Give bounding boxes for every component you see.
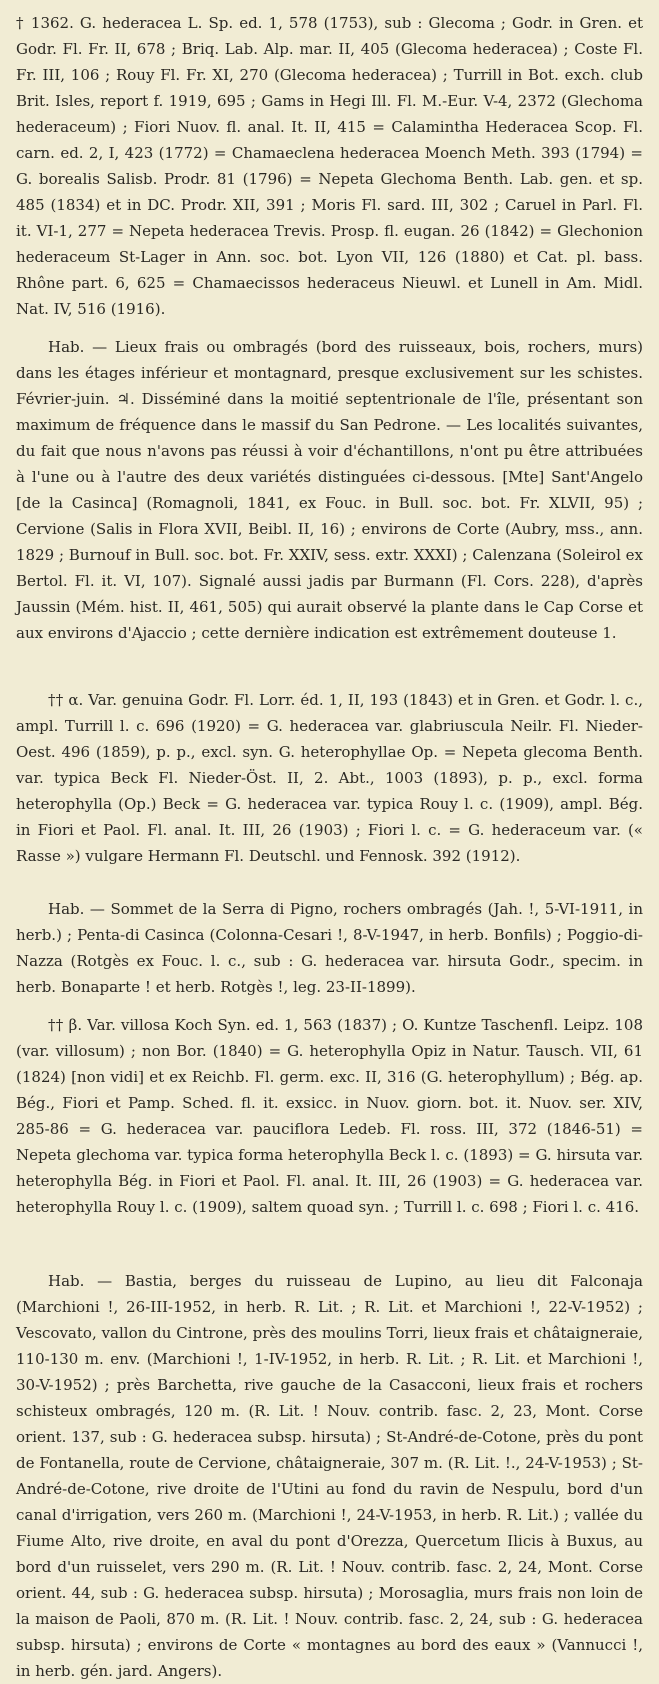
habitat-paragraph: Hab. — Lieux frais ou ombragés (bord des ruisseaux, bois, rochers, murs) dans les étages inférieur et montagnard, presque exclusivement sur les schistes. Février-juin. ♃. Disséminé dans la moitié septentrionale de l'île, présentant son maximum de fréquence dans le massif du San Pedrone. — Les localités suivantes, du fait que nous n'avons pas réussi à voir d'échantillons, n'ont pu être attribuées à l'une ou à l'autre des deux variétés distinguées ci-dessous. [Mte] Sant'Angelo [de la Casinca] (Romagnoli, 1841, ex Fouc. in Bull. soc. bot. Fr. XLVII, 95) ; Cervione (Salis in Flora XVII, Beibl. II, 16) ; environs de Corte (Aubry, mss., ann. 1829 ; Burnouf in Bull. soc. bot. Fr. XXIV, sess. extr. XXXI) ; Calenzana (Soleirol ex Bertol. Fl. it. VI, 107). Signalé aussi jadis par Burmann (Fl. Cors. 228), d'après Jaussin (Mém. hist. II, 461, 505) qui aurait observé la plante dans le Cap Corse et aux environs d'Ajaccio ; cette dernière indication est extrêmement douteuse 1. bbox=[16, 338, 643, 642]
species-entry: † 1362. G. hederacea L. Sp. ed. 1, 578 (1753), sub : Glecoma ; Godr. in Gren. et Godr. Fl. Fr. II, 678 ; Briq. Lab. Alp. mar. II, 405 (Glecoma hederacea) ; Coste Fl. Fr. III, 106 ; Rouy Fl. Fr. XI, 270 (Glecoma hederacea) ; Turrill in Bot. exch. club Brit. Isles, report f. 1919, 695 ; Gams in Hegi Ill. Fl. M.-Eur. V-4, 2372 (Glechoma hederaceum) ; Fiori Nuov. fl. anal. It. II, 415 = Calamintha Hederacea Scop. Fl. carn. ed. 2, I, 423 (1772) = Chamaeclena hederacea Moench Meth. 393 (1794) = G. borealis Salisb. Prodr. 81 (1796) = Nepeta Glechoma Benth. Lab. gen. et sp. 485 (1834) et in DC. Prodr. XII, 391 ; Moris Fl. sard. III, 302 ; Caruel in Parl. Fl. it. VI-1, 277 = Nepeta hederacea Trevis. Prosp. fl. eugan. 26 (1842) = Glechonion hederaceum St-Lager in Ann. soc. bot. Lyon VII, 126 (1880) et Cat. pl. bass. Rhône part. 6, 625 = Chamaecissos hederaceus Nieuwl. et Lunell in Am. Midl. Nat. IV, 516 (1916). bbox=[16, 14, 643, 318]
habitat-genuina-paragraph: Hab. — Sommet de la Serra di Pigno, rochers ombragés (Jah. !, 5-VI-1911, in herb.) ; Penta-di Casinca (Colonna-Cesari !, 8-V-1947, in herb. Bonfils) ; Poggio-di-Nazza (Rotgès ex Fouc. l. c., sub : G. hederacea var. hirsuta Godr., specim. in herb. Bonaparte ! et herb. Rotgès !, leg. 23-II-1899). bbox=[16, 900, 643, 996]
variety-villosa-entry: †† β. Var. villosa Koch Syn. ed. 1, 563 (1837) ; O. Kuntze Taschenfl. Leipz. 108 (var. villosum) ; non Bor. (1840) = G. heterophylla Opiz in Natur. Tausch. VII, 61 (1824) [non vidi] et ex Reichb. Fl. germ. exc. II, 316 (G. heterophyllum) ; Bég. ap. Bég., Fiori et Pamp. Sched. fl. it. exsicc. in Nuov. giorn. bot. it. Nuov. ser. XIV, 285-86 = G. hederacea var. pauciflora Ledeb. Fl. ross. III, 372 (1846-51) = Nepeta glechoma var. typica forma heterophylla Beck l. c. (1893) = G. hirsuta var. heterophylla Bég. in Fiori et Paol. Fl. anal. It. III, 26 (1903) = G. hederacea var. heterophylla Rouy l. c. (1909), saltem quoad syn. ; Turrill l. c. 698 ; Fiori l. c. 416. bbox=[16, 1016, 643, 1216]
variety-genuina-entry: †† α. Var. genuina Godr. Fl. Lorr. éd. 1, II, 193 (1843) et in Gren. et Godr. l. c., ampl. Turrill l. c. 696 (1920) = G. hederacea var. glabriuscula Neilr. Fl. Nieder-Oest. 496 (1859), p. p., excl. syn. G. heterophyllae Op. = Nepeta glecoma Benth. var. typica Beck Fl. Nieder-Öst. II, 2. Abt., 1003 (1893), p. p., excl. forma heterophylla (Op.) Beck = G. hederacea var. typica Rouy l. c. (1909), ampl. Bég. in Fiori et Paol. Fl. anal. It. III, 26 (1903) ; Fiori l. c. = G. hederaceum var. (« Rasse ») vulgare Hermann Fl. Deutschl. und Fennosk. 392 (1912). bbox=[16, 691, 643, 865]
habitat-villosa-paragraph: Hab. — Bastia, berges du ruisseau de Lupino, au lieu dit Falconaja (Marchioni !, 26-III-1952, in herb. R. Lit. ; R. Lit. et Marchioni !, 22-V-1952) ; Vescovato, vallon du Cintrone, près des moulins Torri, lieux frais et châtaigneraie, 110-130 m. env. (Marchioni !, 1-IV-1952, in herb. R. Lit. ; R. Lit. et Marchioni !, 30-V-1952) ; près Barchetta, rive gauche de la Casacconi, lieux frais et rochers schisteux ombragés, 120 m. (R. Lit. ! Nouv. contrib. fasc. 2, 23, Mont. Corse orient. 137, sub : G. hederacea subsp. hirsuta) ; St-André-de-Cotone, près du pont de Fontanella, route de Cervione, châtaigneraie, 307 m. (R. Lit. !., 24-V-1953) ; St-André-de-Cotone, rive droite de l'Utini au fond du ravin de Nespulu, bord d'un canal d'irrigation, vers 260 m. (Marchioni !, 24-V-1953, in herb. R. Lit.) ; vallée du Fiume Alto, rive droite, en aval du pont d'Orezza, Quercetum Ilicis à Buxus, au bord d'un ruisselet, vers 290 m. (R. Lit. ! Nouv. contrib. fasc. 2, 24, Mont. Corse orient. 44, sub : G. hederacea subsp. hirsuta) ; Morosaglia, murs frais non loin de la maison de Paoli, 870 m. (R. Lit. ! Nouv. contrib. fasc. 2, 24, sub : G. hederacea subsp. hirsuta) ; environs de Corte « montagnes au bord des eaux » (Vannucci !, in herb. gén. jard. Angers). bbox=[16, 1272, 643, 1680]
